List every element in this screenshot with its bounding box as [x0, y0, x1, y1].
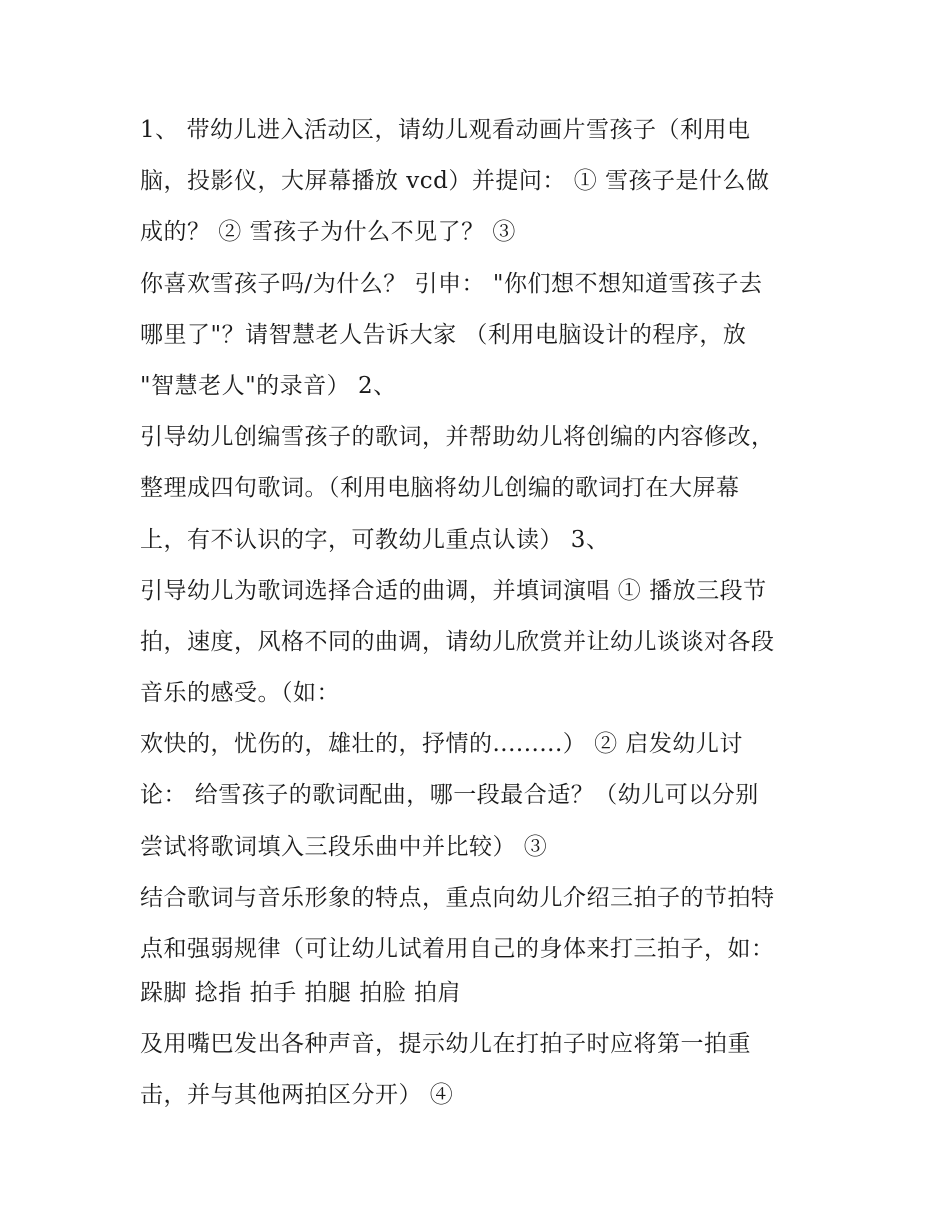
text-line-3: 成的？ ② 雪孩子为什么不见了？ ③: [140, 219, 516, 246]
text-line-14: 论： 给雪孩子的歌词配曲，哪一段最合适？（幼儿可以分别: [140, 782, 759, 809]
text-line-16: 结合歌词与音乐形象的特点，重点向幼儿介绍三拍子的节拍特: [140, 884, 775, 911]
text-line-11: 拍，速度，风格不同的曲调，请幼儿欣赏并让幼儿谈谈对各段: [140, 628, 775, 655]
text-line-9: 上，有不认识的字，可教幼儿重点认读） 3、: [140, 526, 610, 553]
text-line-19: 及用嘴巴发出各种声音，提示幼儿在打拍子时应将第一拍重: [140, 1031, 751, 1058]
text-line-13: 欢快的，忧伤的，雄壮的，抒情的.........） ② 启发幼儿讨: [140, 731, 743, 758]
text-line-4: 你喜欢雪孩子吗/为什么？ 引申： "你们想不想知道雪孩子去: [140, 270, 763, 297]
text-line-10: 引导幼儿为歌词选择合适的曲调，并填词演唱 ① 播放三段节: [140, 577, 767, 604]
text-line-18: 跺脚 捻指 拍手 拍腿 拍脸 拍肩: [140, 980, 462, 1006]
text-line-7: 引导幼儿创编雪孩子的歌词，并帮助幼儿将创编的内容修改，: [140, 424, 775, 451]
text-line-20: 击，并与其他两拍区分开） ④: [140, 1082, 454, 1109]
text-line-6: "智慧老人"的录音） 2、: [140, 372, 397, 399]
text-line-5: 哪里了"？请智慧老人告诉大家 （利用电脑设计的程序，放: [140, 321, 747, 348]
text-line-1: 1、 带幼儿进入活动区，请幼儿观看动画片雪孩子（利用电: [140, 117, 751, 143]
text-line-2: 脑，投影仪，大屏幕播放 vcd）并提问： ① 雪孩子是什么做: [140, 168, 770, 195]
text-line-15: 尝试将歌词填入三段乐曲中并比较） ③: [140, 833, 548, 860]
text-line-12: 音乐的感受。（如：: [140, 680, 340, 707]
document-body: [140, 108, 830, 1125]
text-line-17: 点和强弱规律（可让幼儿试着用自己的身体来打三拍子，如：: [140, 936, 775, 962]
text-line-8: 整理成四句歌词。（利用电脑将幼儿创编的歌词打在大屏幕: [140, 475, 740, 502]
